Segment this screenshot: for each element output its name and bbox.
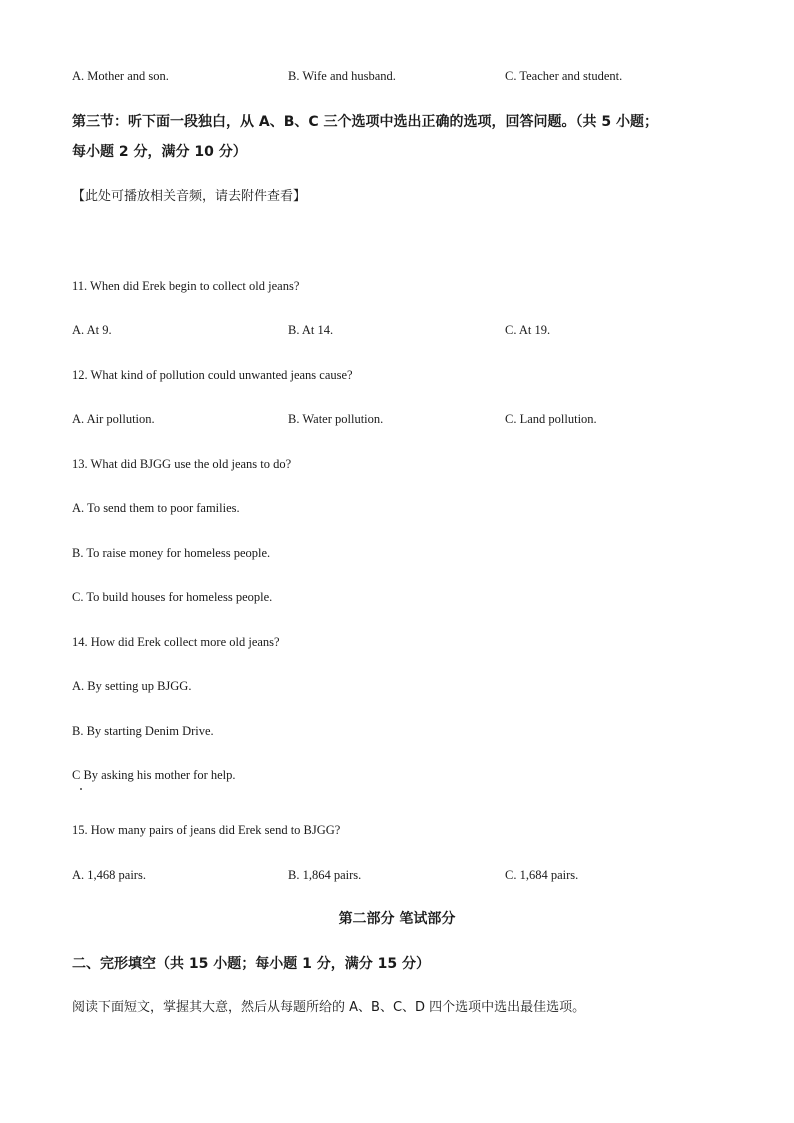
option-b: B. 1,864 pairs.	[288, 868, 362, 882]
section3-title-line2: 每小题 2 分，满分 10 分）	[72, 144, 247, 160]
q13-stem: 13. What did BJGG use the old jeans to do?	[72, 457, 292, 471]
option-c: C. Teacher and student.	[505, 69, 623, 83]
cloze-instruction: 阅读下面短文，掌握其大意，然后从每题所给的 A、B、C、D 四个选项中选出最佳选项。	[72, 1000, 586, 1015]
q14-stem: 14. How did Erek collect more old jeans?	[72, 635, 280, 649]
cloze-section-title: 二、完形填空（共 15 小题；每小题 1 分，满分 15 分）	[72, 956, 430, 972]
q12-stem: 12. What kind of pollution could unwanted jeans cause?	[72, 368, 353, 382]
q13-option-b: B. To raise money for homeless people.	[72, 546, 271, 560]
option-c: C. 1,684 pairs.	[505, 868, 579, 882]
q15-stem: 15. How many pairs of jeans did Erek send to BJGG?	[72, 823, 341, 837]
option-c: C. Land pollution.	[505, 412, 597, 426]
q14-option-a: A. By setting up BJGG.	[72, 679, 192, 693]
option-c: C. At 19.	[505, 323, 551, 337]
q11-stem: 11. When did Erek begin to collect old jeans?	[72, 279, 300, 293]
option-b: B. Water pollution.	[288, 412, 384, 426]
option-a: A. 1,468 pairs.	[72, 868, 146, 882]
audio-note: 【此处可播放相关音频，请去附件查看】	[72, 189, 307, 204]
q13-option-c: C. To build houses for homeless people.	[72, 590, 273, 604]
option-b: B. At 14.	[288, 323, 334, 337]
option-a: A. Mother and son.	[72, 69, 169, 83]
part2-title: 第二部分 笔试部分	[338, 911, 456, 927]
q14-option-c: C By asking his mother for help.	[72, 768, 236, 782]
option-a: A. Air pollution.	[72, 412, 155, 426]
section3-title-line1: 第三节：听下面一段独白，从 A、B、C 三个选项中选出正确的选项，回答问题。（共 5 小题；	[72, 114, 659, 130]
stray-dot	[80, 788, 82, 790]
option-b: B. Wife and husband.	[288, 69, 396, 83]
q13-option-a: A. To send them to poor families.	[72, 501, 240, 515]
q14-option-b: B. By starting Denim Drive.	[72, 724, 214, 738]
option-a: A. At 9.	[72, 323, 112, 337]
